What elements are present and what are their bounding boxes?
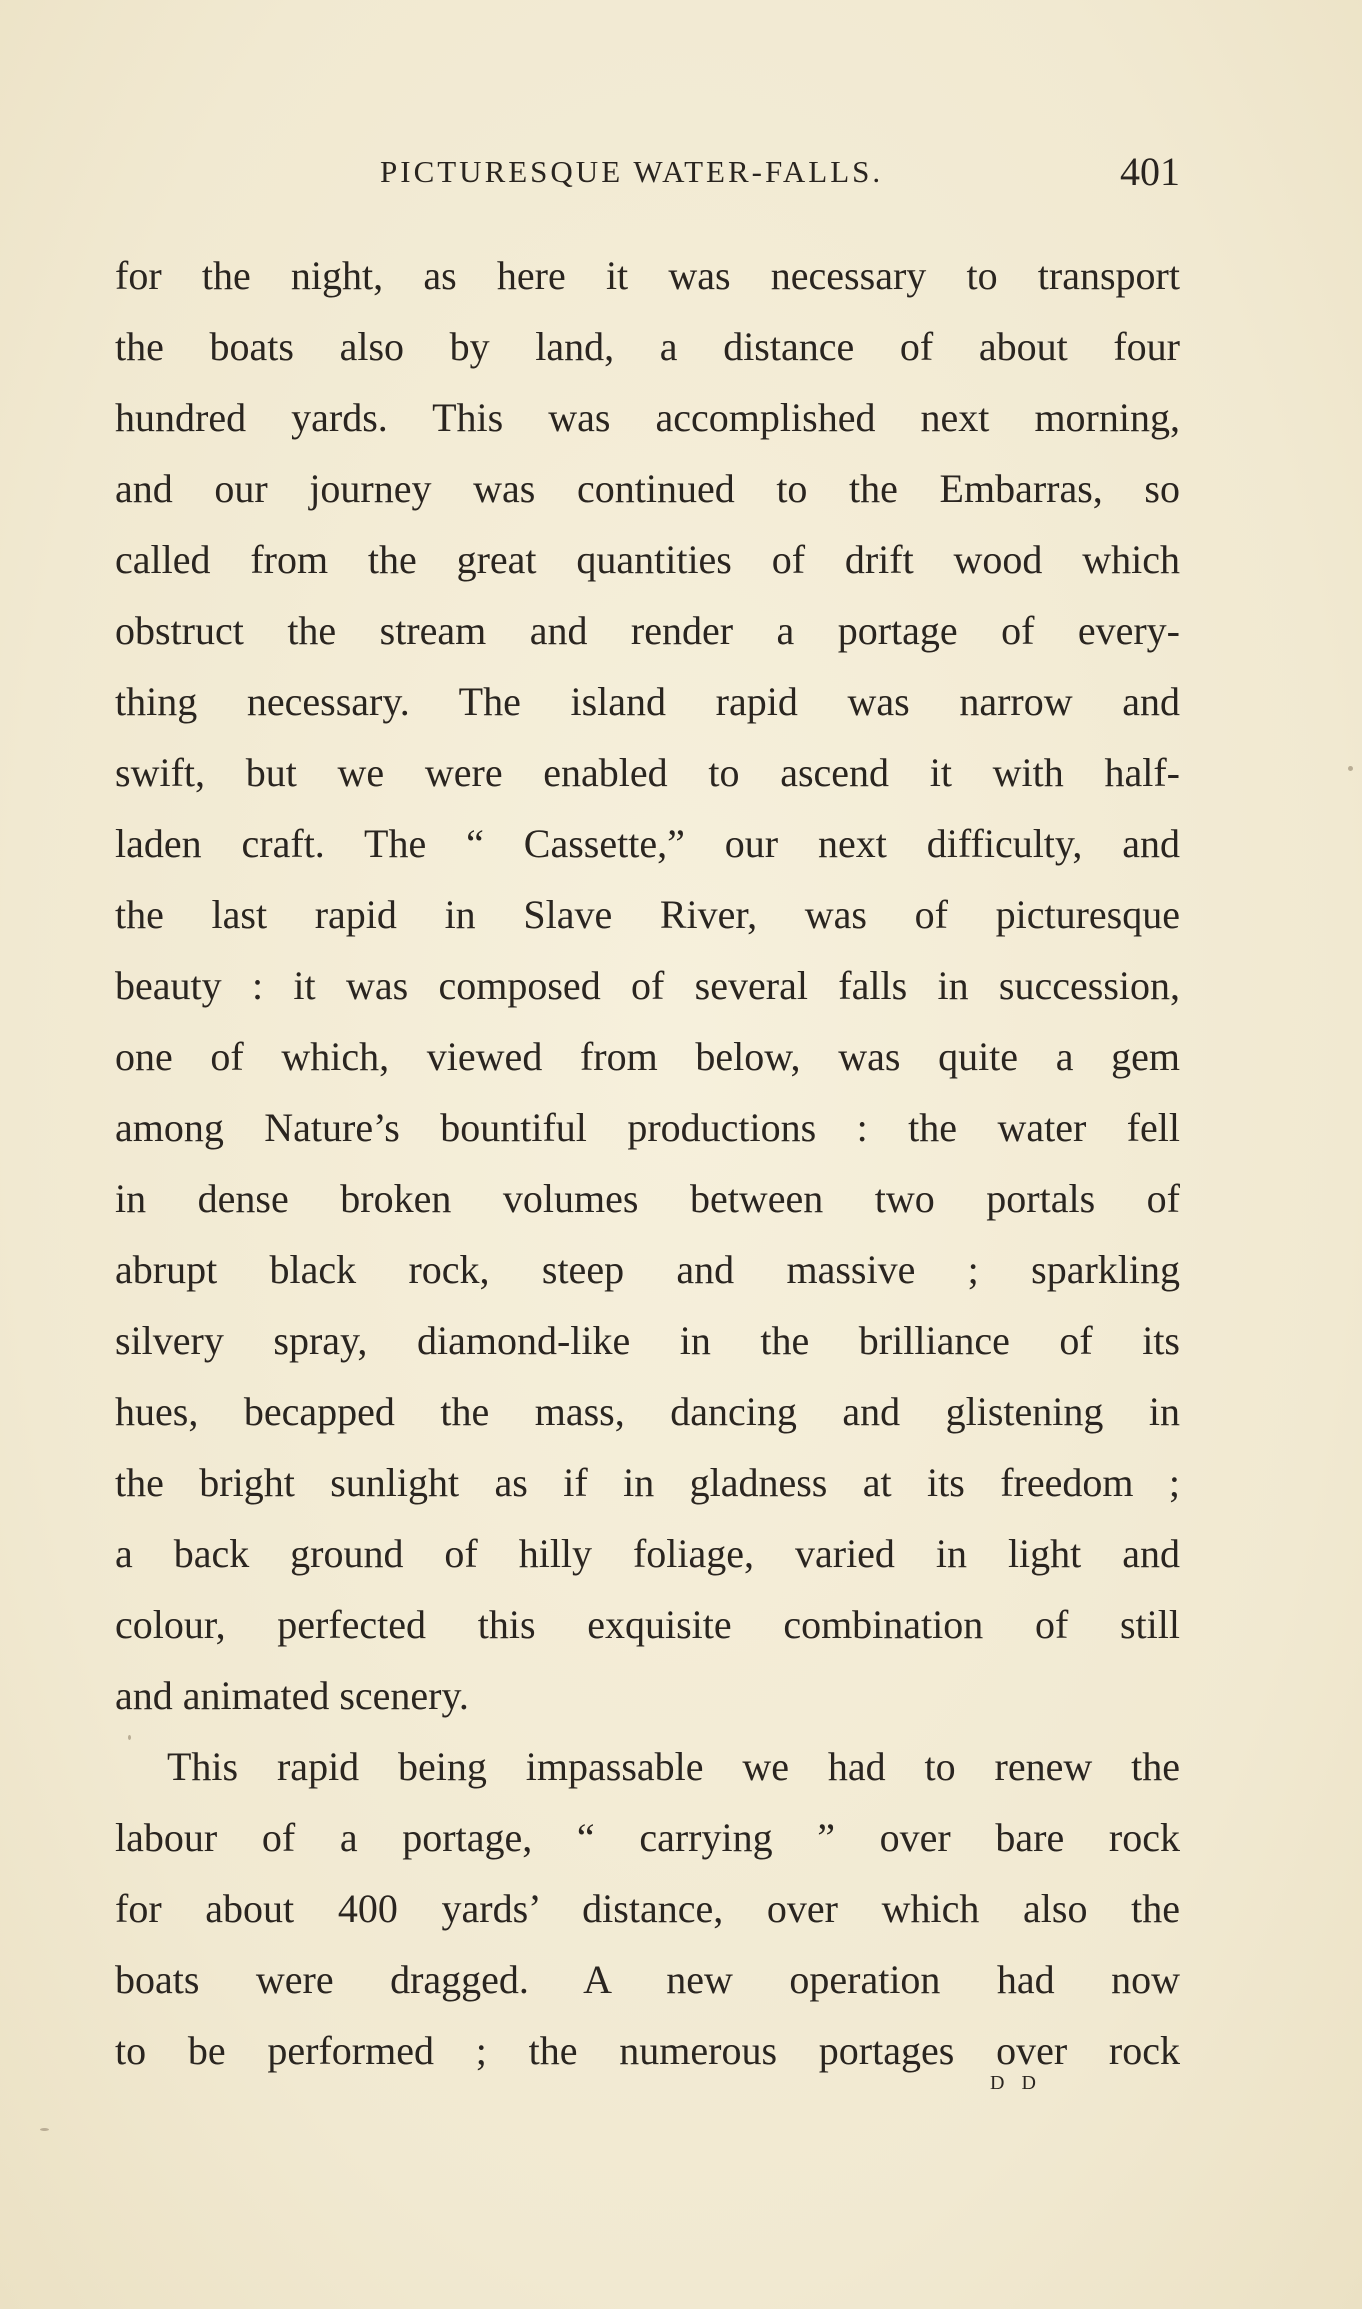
text-line-8: swift, but we were enabled to ascend it with half-	[115, 750, 1180, 795]
text-line-11: beauty : it was composed of several falls in succession,	[115, 963, 1180, 1008]
text-line-19: a back ground of hilly foliage, varied in light and	[115, 1531, 1180, 1576]
text-line-1: for the night, as here it was necessary to transport	[115, 253, 1180, 298]
text-line-4: and our journey was continued to the Embarras, so	[115, 466, 1180, 511]
signature-mark: D D	[990, 2072, 1042, 2094]
text-line-20: colour, perfected this exquisite combination of still	[115, 1602, 1180, 1647]
page-number: 401	[1120, 149, 1180, 194]
text-line-7: thing necessary. The island rapid was narrow and	[115, 679, 1180, 724]
paragraph-end-line: and animated scenery.	[115, 1673, 469, 1718]
text-line-2: the boats also by land, a distance of about four	[115, 324, 1180, 369]
text-line-16: silvery spray, diamond-like in the brilliance of its	[115, 1318, 1180, 1363]
text-line-9: laden craft. The “ Cassette,” our next difficulty, and	[115, 821, 1180, 866]
text-line-17: hues, becapped the mass, dancing and glistening in	[115, 1389, 1180, 1434]
text-line-3: hundred yards. This was accomplished next morning,	[115, 395, 1180, 440]
paper-speck	[128, 1735, 131, 1740]
text-line-15: abrupt black rock, steep and massive ; sparkling	[115, 1247, 1180, 1292]
paper-speck	[1348, 766, 1353, 771]
text-line-24: for about 400 yards’ distance, over which also the	[115, 1886, 1180, 1931]
text-line-14: in dense broken volumes between two portals of	[115, 1176, 1180, 1221]
text-line-12: one of which, viewed from below, was quite a gem	[115, 1034, 1180, 1079]
text-line-18: the bright sunlight as if in gladness at its freedom ;	[115, 1460, 1180, 1505]
text-line-5: called from the great quantities of drift wood which	[115, 537, 1180, 582]
text-line-26: to be performed ; the numerous portages over rock	[115, 2028, 1180, 2073]
text-line-13: among Nature’s bountiful productions : the water fell	[115, 1105, 1180, 1150]
text-line-10: the last rapid in Slave River, was of picturesque	[115, 892, 1180, 937]
body-text	[115, 240, 1180, 2086]
paper-speck	[40, 2128, 49, 2131]
text-line-23: labour of a portage, “ carrying ” over bare rock	[115, 1815, 1180, 1860]
running-title: PICTURESQUE WATER-FALLS.	[380, 154, 884, 189]
text-line-6: obstruct the stream and render a portage of every-	[115, 608, 1180, 653]
running-head	[115, 148, 1180, 198]
text-line-25: boats were dragged. A new operation had now	[115, 1957, 1180, 2002]
paragraph-start-line: This rapid being impassable we had to renew the	[167, 1744, 1180, 1789]
